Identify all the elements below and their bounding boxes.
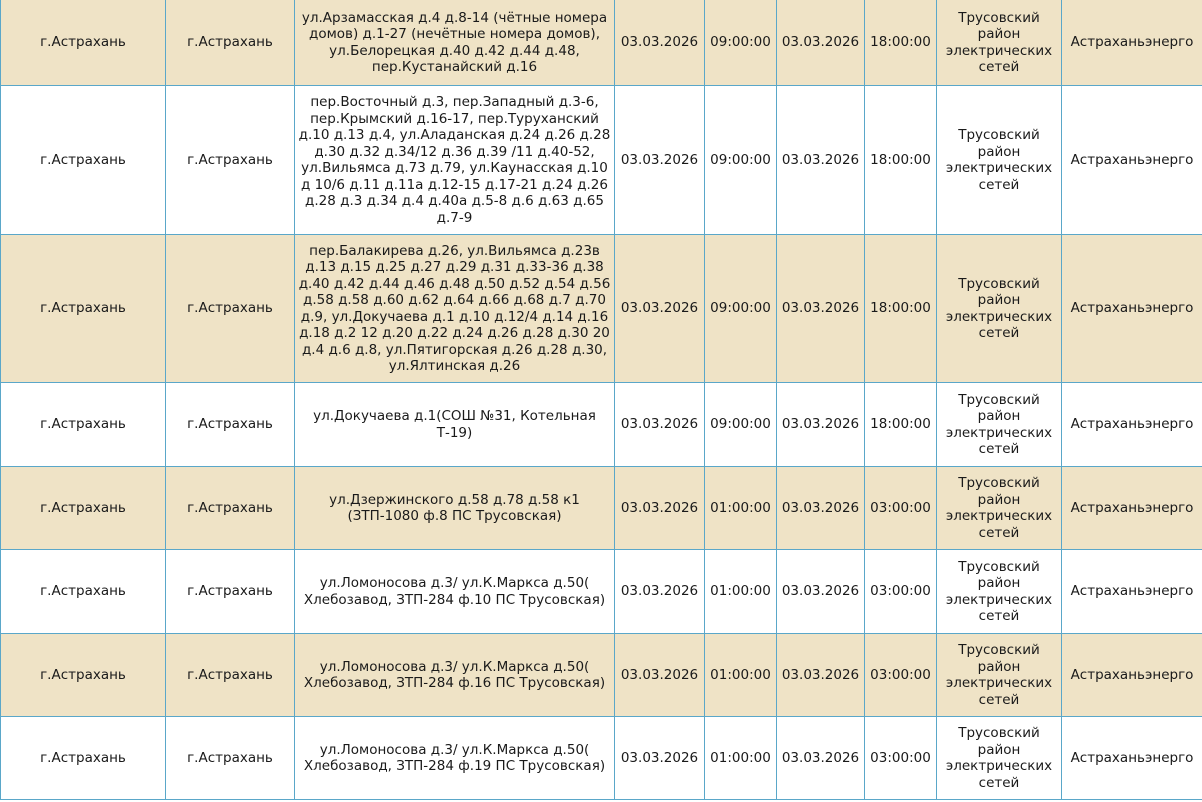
table-row bbox=[1, 235, 1202, 383]
start-date-cell: 03.03.2026 bbox=[615, 0, 705, 86]
end-date-cell: 03.03.2026 bbox=[777, 383, 865, 467]
table-row bbox=[1, 383, 1202, 467]
organization-cell: Астраханьэнерго bbox=[1062, 0, 1202, 86]
start-time-cell: 01:00:00 bbox=[705, 634, 777, 717]
table-row bbox=[1, 717, 1202, 800]
district-cell: г.Астрахань bbox=[1, 550, 166, 634]
end-time-cell: 03:00:00 bbox=[865, 467, 937, 550]
start-time-cell: 09:00:00 bbox=[705, 86, 777, 235]
end-date-cell: 03.03.2026 bbox=[777, 235, 865, 383]
network-district-cell: Трусовский район электрических сетей bbox=[937, 467, 1062, 550]
table-row bbox=[1, 86, 1202, 235]
end-date-cell: 03.03.2026 bbox=[777, 467, 865, 550]
start-date-cell: 03.03.2026 bbox=[615, 86, 705, 235]
end-date-cell: 03.03.2026 bbox=[777, 634, 865, 717]
end-time-cell: 03:00:00 bbox=[865, 634, 937, 717]
start-date-cell: 03.03.2026 bbox=[615, 383, 705, 467]
locality-cell: г.Астрахань bbox=[166, 550, 295, 634]
address-cell: пер.Балакирева д.26, ул.Вильямса д.23в д.13 д.15 д.25 д.27 д.29 д.31 д.33-36 д.38 д.40 д.42 д.44 д.46 д.48 д.50 д.52 д.54 д.56 д.58 д.58 д.60 д.62 д.64 д.66 д.68 д.7 д.70 д.9, ул.Докучаева д.1 д.10 д.12/4 д.14 д.16 д.18 д.2 12 д.20 д.22 д.24 д.26 д.28 д.30 20 д.4 д.6 д.8, ул.Пятигорская д.26 д.28 д.30, ул.Ялтинская д.26 bbox=[295, 235, 615, 383]
address-cell: пер.Восточный д.3, пер.Западный д.3-6, пер.Крымский д.16-17, пер.Туруханский д.10 д.13 д.4, ул.Аладанская д.24 д.26 д.28 д.30 д.32 д.34/12 д.36 д.39 /11 д.40-52, ул.Вильямса д.73 д.79, ул.Каунасская д.10 д 10/6 д.11 д.11а д.12-15 д.17-21 д.24 д.26 д.28 д.3 д.34 д.4 д.40а д.5-8 д.6 д.63 д.65 д.7-9 bbox=[295, 86, 615, 235]
end-time-cell: 18:00:00 bbox=[865, 235, 937, 383]
locality-cell: г.Астрахань bbox=[166, 717, 295, 800]
locality-cell: г.Астрахань bbox=[166, 235, 295, 383]
address-cell: ул.Ломоносова д.3/ ул.К.Маркса д.50( Хлебозавод, ЗТП-284 ф.10 ПС Трусовская) bbox=[295, 550, 615, 634]
end-date-cell: 03.03.2026 bbox=[777, 86, 865, 235]
address-cell: ул.Докучаева д.1(СОШ №31, Котельная Т-19) bbox=[295, 383, 615, 467]
start-time-cell: 09:00:00 bbox=[705, 235, 777, 383]
network-district-cell: Трусовский район электрических сетей bbox=[937, 86, 1062, 235]
start-time-cell: 09:00:00 bbox=[705, 383, 777, 467]
district-cell: г.Астрахань bbox=[1, 467, 166, 550]
start-date-cell: 03.03.2026 bbox=[615, 235, 705, 383]
district-cell: г.Астрахань bbox=[1, 383, 166, 467]
start-date-cell: 03.03.2026 bbox=[615, 467, 705, 550]
end-date-cell: 03.03.2026 bbox=[777, 550, 865, 634]
address-cell: ул.Ломоносова д.3/ ул.К.Маркса д.50( Хлебозавод, ЗТП-284 ф.16 ПС Трусовская) bbox=[295, 634, 615, 717]
organization-cell: Астраханьэнерго bbox=[1062, 86, 1202, 235]
start-time-cell: 01:00:00 bbox=[705, 717, 777, 800]
address-cell: ул.Дзержинского д.58 д.78 д.58 к1 (ЗТП-1080 ф.8 ПС Трусовская) bbox=[295, 467, 615, 550]
start-time-cell: 09:00:00 bbox=[705, 0, 777, 86]
table-row bbox=[1, 0, 1202, 86]
district-cell: г.Астрахань bbox=[1, 235, 166, 383]
organization-cell: Астраханьэнерго bbox=[1062, 467, 1202, 550]
start-time-cell: 01:00:00 bbox=[705, 550, 777, 634]
table-row bbox=[1, 550, 1202, 634]
end-time-cell: 03:00:00 bbox=[865, 550, 937, 634]
table-row bbox=[1, 467, 1202, 550]
locality-cell: г.Астрахань bbox=[166, 0, 295, 86]
start-date-cell: 03.03.2026 bbox=[615, 550, 705, 634]
table-row bbox=[1, 634, 1202, 717]
network-district-cell: Трусовский район электрических сетей bbox=[937, 383, 1062, 467]
district-cell: г.Астрахань bbox=[1, 717, 166, 800]
end-time-cell: 18:00:00 bbox=[865, 86, 937, 235]
organization-cell: Астраханьэнерго bbox=[1062, 235, 1202, 383]
district-cell: г.Астрахань bbox=[1, 634, 166, 717]
end-date-cell: 03.03.2026 bbox=[777, 717, 865, 800]
organization-cell: Астраханьэнерго bbox=[1062, 383, 1202, 467]
end-date-cell: 03.03.2026 bbox=[777, 0, 865, 86]
district-cell: г.Астрахань bbox=[1, 86, 166, 235]
locality-cell: г.Астрахань bbox=[166, 634, 295, 717]
locality-cell: г.Астрахань bbox=[166, 467, 295, 550]
organization-cell: Астраханьэнерго bbox=[1062, 634, 1202, 717]
end-time-cell: 18:00:00 bbox=[865, 0, 937, 86]
start-date-cell: 03.03.2026 bbox=[615, 717, 705, 800]
start-date-cell: 03.03.2026 bbox=[615, 634, 705, 717]
address-cell: ул.Ломоносова д.3/ ул.К.Маркса д.50( Хлебозавод, ЗТП-284 ф.19 ПС Трусовская) bbox=[295, 717, 615, 800]
network-district-cell: Трусовский район электрических сетей bbox=[937, 235, 1062, 383]
network-district-cell: Трусовский район электрических сетей bbox=[937, 550, 1062, 634]
organization-cell: Астраханьэнерго bbox=[1062, 550, 1202, 634]
network-district-cell: Трусовский район электрических сетей bbox=[937, 0, 1062, 86]
locality-cell: г.Астрахань bbox=[166, 86, 295, 235]
address-cell: ул.Арзамасская д.4 д.8-14 (чётные номера домов) д.1-27 (нечётные номера домов), ул.Белорецкая д.40 д.42 д.44 д.48, пер.Кустанайский д.16 bbox=[295, 0, 615, 86]
network-district-cell: Трусовский район электрических сетей bbox=[937, 717, 1062, 800]
end-time-cell: 18:00:00 bbox=[865, 383, 937, 467]
network-district-cell: Трусовский район электрических сетей bbox=[937, 634, 1062, 717]
end-time-cell: 03:00:00 bbox=[865, 717, 937, 800]
locality-cell: г.Астрахань bbox=[166, 383, 295, 467]
start-time-cell: 01:00:00 bbox=[705, 467, 777, 550]
organization-cell: Астраханьэнерго bbox=[1062, 717, 1202, 800]
district-cell: г.Астрахань bbox=[1, 0, 166, 86]
